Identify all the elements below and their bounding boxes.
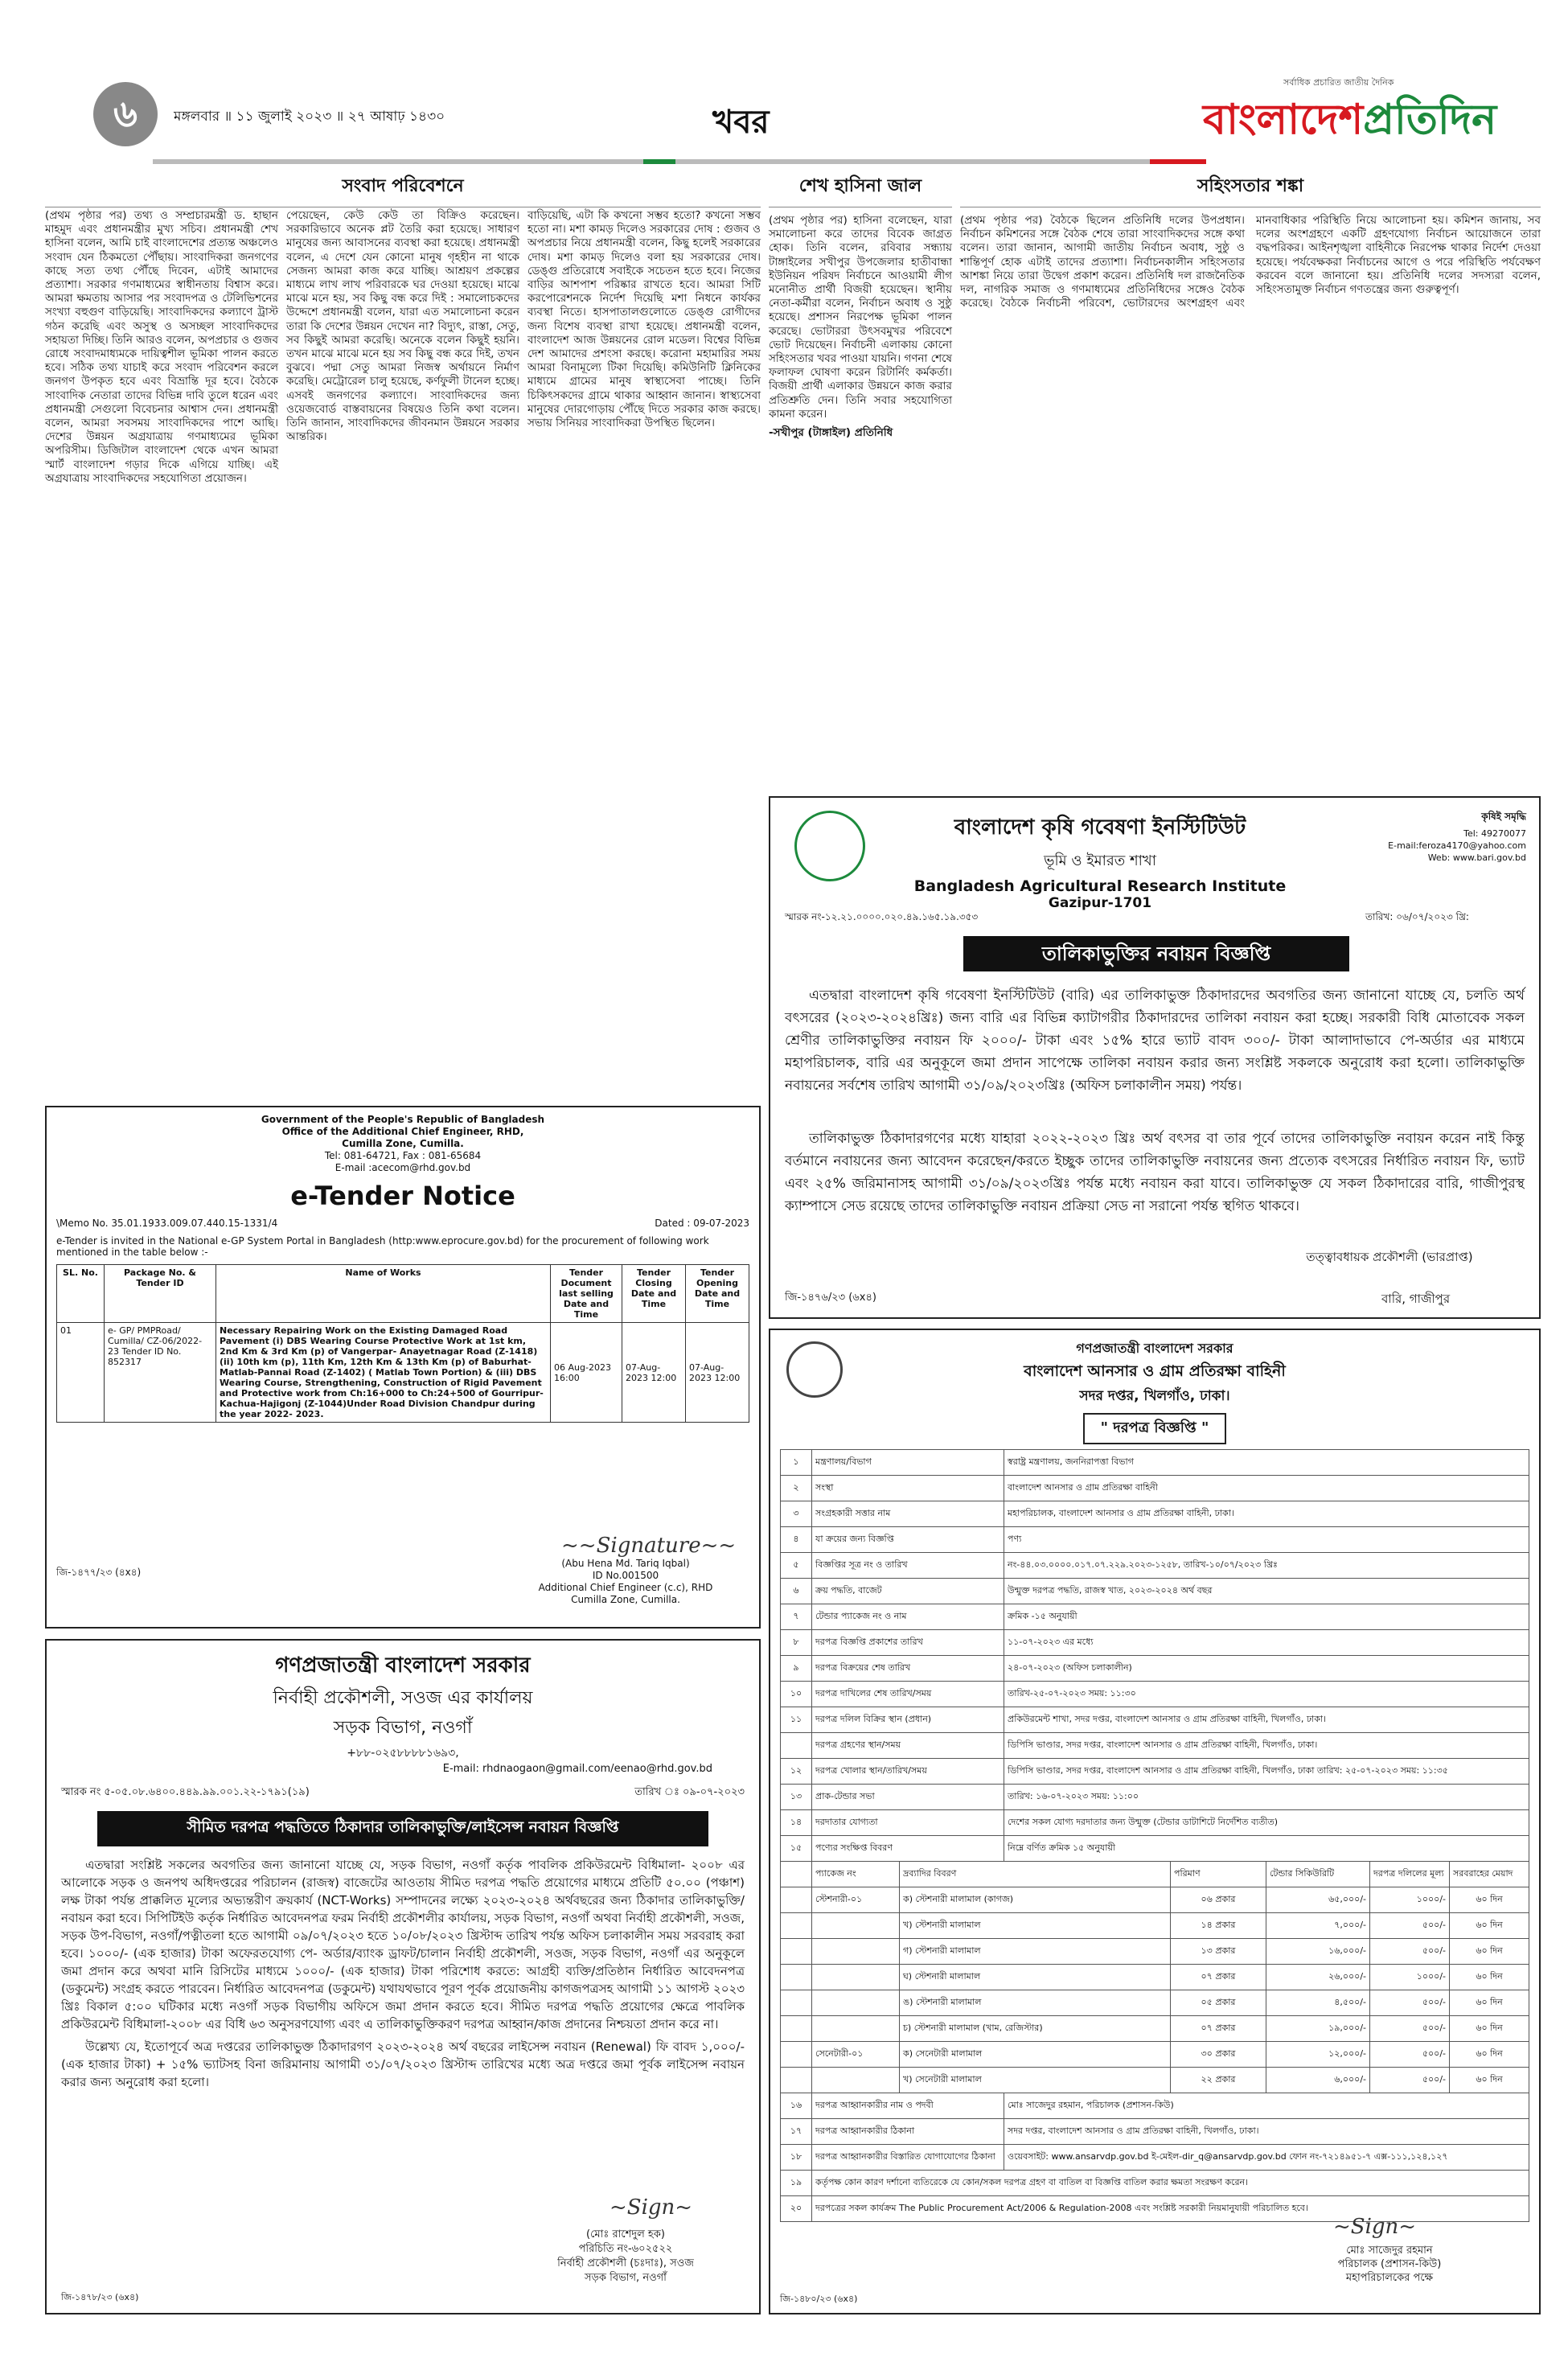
ansar-item-pkg: সেনেটারী-০১ [812, 2042, 900, 2068]
section-title: খবর [712, 103, 770, 141]
ansar-row-label: ক্রয় পদ্ধতি, বাজেট [812, 1579, 1004, 1604]
ansar-footer-body [781, 2093, 1529, 2222]
ansar-footer-value: দরপত্রের সকল কার্যক্রম The Public Procurement Act/2006 & Regulation-2008 এবং সংশ্লিষ্ট সরকারী নিয়মানুযায়ী পরিচালিত হবে। [812, 2196, 1529, 2222]
ansar-row-label: প্রাক-টেন্ডার সভা [812, 1785, 1004, 1810]
table-row [781, 2145, 1529, 2171]
table-row [781, 1913, 1529, 1939]
bari-notice-title: তালিকাভুক্তির নবায়ন বিজ্ঞপ্তি [963, 936, 1349, 971]
rhd-memo: \Memo No. 35.01.1933.009.07.440.15-1331/4 [56, 1218, 278, 1229]
ansar-item-price: ৫০০/- [1370, 2016, 1450, 2042]
article-middle-body: (প্রথম পৃষ্ঠার পর) হাসিনা বলেছেন, যারা সমালোচনা করে তাদের বিবেক জাগ্রত হোক। তিনি বলেন, রবিবার সন্ধ্যায় টাঙ্গাইলের সখীপুর উপজেলার হাতীবান্ধা ইউনিয়ন পরিষদ নির্বাচনে আওয়ামী লীগ মনোনীত প্রার্থী বিজয়ী হয়েছেন। স্থানীয় নেতা-কর্মীরা বলেন, নির্বাচন অবাধ ও সুষ্ঠু হয়েছে। প্রশাসন নিরপেক্ষ ভূমিকা পালন করেছে। ভোটাররা উৎসবমুখর পরিবেশে ভোট দিয়েছেন। নির্বাচনী এলাকায় কোনো সহিংসতার খবর পাওয়া যায়নি। গণনা শেষে ফলাফল ঘোষণা করেন রিটার্নিং কর্মকর্তা। বিজয়ী প্রার্থী এলাকার উন্নয়নে কাজ করার প্রতিশ্রুতি দেন। তিনি সবার সহযোগিতা কামনা করেন। [769, 214, 952, 421]
ansar-items-th-sec: টেন্ডার সিকিউরিটি [1266, 1862, 1370, 1887]
ansar-item-qty: ৩০ প্রকার [1171, 2042, 1266, 2068]
ansar-row-label: দরপত্র বিক্রয়ের শেষ তারিখ [812, 1656, 1004, 1682]
ansar-sign-title: পরিচালক (প্রশাসন-কিউ) [1337, 2258, 1442, 2270]
page-number-badge: ৬ [93, 82, 158, 146]
ansar-items-table [780, 1861, 1529, 2093]
ansar-row-value: মহাপরিচালক, বাংলাদেশ আনসার ও গ্রাম প্রতিরক্ষা বাহিনী, ঢাকা। [1004, 1501, 1529, 1527]
ansar-info-body [781, 1450, 1529, 1862]
ansar-row-num: ৮ [781, 1630, 812, 1656]
ansar-item-security: ৪,৫০০/- [1266, 1990, 1370, 2016]
rhd-ref: জি-১৪৭৭/২৩ (৪x৪) [56, 1567, 142, 1578]
naogaon-memo: স্মারক নং ৫-০৫.০৮.৬৪০০.৪৪৯.৯৯.০০১.২২-১৭৯১(১৯) [61, 1786, 310, 1798]
bari-email: E-mail:feroza4170@yahoo.com [1388, 840, 1526, 851]
ansar-footer-num: ১৯ [781, 2171, 812, 2196]
rhd-tender-table [56, 1264, 749, 1423]
rhd-cell-works: Necessary Repairing Work on the Existing Damaged Road Pavement (i) DBS Wearing Course Protective Work at 1st km, 2nd Km & 3rd Km (p) of Vangerpar- Anayetnagar Road (Z-1418) (ii) 10th km (p), 11th Km, 12th Km & 13th Km (p) of Baburhat-Matlab-Pannai Road (Z-1402) ( Matlab Town Portion) & (iii) DBS Wearing Course, Strengthening, Construction of Rigid Pavement and Protective work from Ch:16+000 to Ch:24+500 of Gourripur-Kachua-Hajigonj (Z-1044)Under Road Division Chandpur during the year 2022- 2023. [216, 1323, 551, 1423]
ansar-item-desc: ঘ) স্টেশনারী মালামাল [900, 1965, 1171, 1990]
rhd-cell-sl: 01 [57, 1323, 105, 1423]
ansar-item-security: ১৬,০০০/- [1266, 1939, 1370, 1965]
table-row [781, 1733, 1529, 1759]
table-row [781, 1939, 1529, 1965]
rhd-dated: Dated : 09-07-2023 [655, 1218, 749, 1229]
ansar-item-spacer [781, 1965, 812, 1990]
ansar-info-table [780, 1449, 1529, 1862]
header-rule-red [1150, 159, 1206, 164]
ansar-row-num: ১ [781, 1450, 812, 1476]
naogaon-para2: উল্লেখ্য যে, ইতোপূর্বে অত্র দপ্তরের তালিকাভুক্ত ঠিকাদারগণ ২০২৩-২০২৪ অর্থ বছরের লাইসেন্স নবায়ন (Renewal) ফি বাবদ ১,০০০/- (এক হাজার টাকা) + ১৫% ভ্যাটসহ বিনা জরিমানায় আগামী ৩১/০৭/২০২৩ খ্রিস্টাব্দ তারিখের মধ্যে অত্র দপ্তরে জমা পূর্বক লাইসেন্স নবায়ন করার জন্য অনুরোধ করা হলো। [61, 2039, 745, 2089]
ansar-row-num: ৬ [781, 1579, 812, 1604]
ansar-row-num: ৩ [781, 1501, 812, 1527]
naogaon-phone: +৮৮-০২৫৮৮৮৮১৬৯৩, [347, 1747, 459, 1760]
naogaon-memo-line [61, 1785, 745, 1801]
ansar-row-value: তারিখ-২৫-০৭-২০২৩ সময়: ১১:৩০ [1004, 1682, 1529, 1707]
rhd-email: E-mail :acecom@rhd.gov.bd [335, 1162, 471, 1173]
naogaon-sign-title: নির্বাহী প্রকৌশলী (চঃদাঃ), সওজ [557, 2257, 694, 2269]
rhd-cell-sell: 06 Aug-2023 16:00 [551, 1323, 622, 1423]
ansar-footer-label: দরপত্র আহ্বানকারীর নাম ও পদবী [812, 2093, 1004, 2119]
ansar-item-qty: ০৭ প্রকার [1171, 2016, 1266, 2042]
ansar-row-value: ক্রমিক -১৫ অনুযায়ী [1004, 1604, 1529, 1630]
rhd-th-close: Tender Closing Date and Time [622, 1265, 686, 1323]
ansar-item-time: ৬০ দিন [1450, 2068, 1529, 2093]
table-row [781, 1450, 1529, 1476]
naogaon-notice-title: সীমিত দরপত্র পদ্ধতিতে ঠিকাদার তালিকাভুক্তি/লাইসেন্স নবায়ন বিজ্ঞপ্তি [97, 1811, 708, 1846]
ansar-sign-name: মোঃ সাজেদুর রহমান [1346, 2245, 1433, 2257]
ansar-items-th-time: সরবরাহের মেয়াদ [1450, 1862, 1529, 1887]
table-row [781, 1990, 1529, 2016]
ansar-item-time: ৬০ দিন [1450, 2042, 1529, 2068]
rhd-sign-id: ID No.001500 [592, 1570, 659, 1581]
article-middle-title: শেখ হাসিনা জাল [769, 172, 952, 207]
ansar-row-label: দরদাতার যোগ্যতা [812, 1810, 1004, 1836]
naogaon-division: সড়ক বিভাগ, নওগাঁ [333, 1718, 473, 1738]
ansar-footer-value: কর্তৃপক্ষ কোন কারণ দর্শানো ব্যতিরেকে যে কোন/সকল দরপত্র গ্রহণ বা বাতিল বা বিজ্ঞপ্তি বাতিল করার ক্ষমতা সংরক্ষণ করেন। [812, 2171, 1529, 2196]
ansar-row-value: ডিপিসি ভাণ্ডার, সদর দপ্তর, বাংলাদেশ আনসার ও গ্রাম প্রতিরক্ষা বাহিনী, খিলগাঁও, ঢাকা। [1004, 1733, 1529, 1759]
rhd-signature: ~~Signature~~ [561, 1534, 737, 1558]
ansar-footer-num: ১৮ [781, 2145, 812, 2171]
rhd-naogaon-ad [45, 1639, 761, 2314]
naogaon-signatory [505, 2228, 746, 2286]
rhd-memo-line [56, 1218, 749, 1229]
masthead-logo [1203, 87, 1496, 157]
ansar-items-th-spacer [781, 1862, 812, 1887]
masthead-tagline: সর্বাধিক প্রচারিত জাতীয় দৈনিক [1283, 77, 1394, 88]
ansar-row-num [781, 1733, 812, 1759]
ansar-footer-value: সদর দপ্তর, বাংলাদেশ আনসার ও গ্রাম প্রতিরক্ষা বাহিনী, খিলগাঁও, ঢাকা। [1004, 2119, 1529, 2145]
table-row [781, 1785, 1529, 1810]
bari-memo-no: স্মারক নং-১২.২১.০০০০.০২০.৪৯.১৬৫.১৯.৩৫৩ [785, 911, 979, 922]
ansar-item-desc: খ) সেনেটারী মালামাল [900, 2068, 1171, 2093]
naogaon-signature: ~Sign~ [610, 2195, 693, 2220]
ansar-row-label: পণ্যের সংক্ষিপ্ত বিবরণ [812, 1836, 1004, 1862]
ansar-footer-num: ২০ [781, 2196, 812, 2222]
table-row [781, 1656, 1529, 1682]
table-row [781, 2093, 1529, 2119]
bari-signatory-title: তত্ত্বাবধায়ক প্রকৌশলী (ভারপ্রাপ্ত) [1306, 1250, 1473, 1264]
bari-title-en: Bangladesh Agricultural Research Institute [913, 877, 1287, 895]
ansar-row-num: ১১ [781, 1707, 812, 1733]
ansar-item-security: ২৬,০০০/- [1266, 1965, 1370, 1990]
ansar-item-desc: চ) স্টেশনারী মালামাল (খাম, রেজিস্টার) [900, 2016, 1171, 2042]
table-row [781, 2196, 1529, 2222]
article-middle-byline: -সখীপুর (টাঙ্গাইল) প্রতিনিধি [769, 426, 893, 440]
ansar-item-time: ৬০ দিন [1450, 1939, 1529, 1965]
rhd-intro: e-Tender is invited in the National e-GP System Portal in Bangladesh (http:www.eprocure.gov.bd) for the procurement of following work mentioned in the table below :- [56, 1235, 709, 1258]
bari-memo-date: তারিখ: ০৬/০৭/২০২৩ খ্রি: [1365, 911, 1469, 922]
bari-renewal-ad [769, 796, 1541, 1319]
table-row [781, 2119, 1529, 2145]
rhd-cell-open: 07-Aug-2023 12:00 [686, 1323, 749, 1423]
rhd-table-header [57, 1265, 749, 1323]
ansar-row-label: যা ক্রয়ের জন্য বিজ্ঞপ্তি [812, 1527, 1004, 1553]
ansar-row-num: ৯ [781, 1656, 812, 1682]
ansar-row-label: দরপত্র বিজ্ঞপ্তি প্রকাশের তারিখ [812, 1630, 1004, 1656]
ansar-item-time: ৬০ দিন [1450, 1887, 1529, 1913]
ansar-item-security: ৬,০০০/- [1266, 2068, 1370, 2093]
ansar-footer-num: ১৬ [781, 2093, 812, 2119]
ansar-item-security: ৬৫,০০০/- [1266, 1887, 1370, 1913]
masthead-part2: প্রতিদিন [1363, 95, 1497, 144]
ansar-item-security: ৭,০০০/- [1266, 1913, 1370, 1939]
ansar-row-value: ২৪-০৭-২০২৩ (অফিস চলাকালীন) [1004, 1656, 1529, 1682]
table-row [781, 1759, 1529, 1785]
table-row [781, 1527, 1529, 1553]
ansar-item-price: ১০০০/- [1370, 1887, 1450, 1913]
ansar-item-spacer [781, 2042, 812, 2068]
ansar-items-head [781, 1862, 1529, 1887]
table-row [781, 1707, 1529, 1733]
ansar-item-desc: ঙ) স্টেশনারী মালামাল [900, 1990, 1171, 2016]
rhd-cell-pkg: e- GP/ PMPRoad/ Cumilla/ CZ-06/2022-23 Tender ID No. 852317 [105, 1323, 216, 1423]
ansar-item-price: ১০০০/- [1370, 1965, 1450, 1990]
ansar-item-spacer [781, 2068, 812, 2093]
article-left-title: সংবাদ পরিবেশনে [45, 172, 761, 207]
ansar-row-num: ১০ [781, 1682, 812, 1707]
ansar-gov: গণপ্রজাতন্ত্রী বাংলাদেশ সরকার [1076, 1341, 1233, 1356]
bari-contact [1333, 811, 1526, 864]
rhd-sign-zone: Cumilla Zone, Cumilla. [571, 1594, 680, 1605]
ansar-item-price: ৫০০/- [1370, 1990, 1450, 2016]
bari-title-block [875, 811, 1325, 911]
ansar-item-qty: ১৪ প্রকার [1171, 1913, 1266, 1939]
ansar-row-label: টেন্ডার প্যাকেজ নং ও নাম [812, 1604, 1004, 1630]
ansar-row-value: নিম্নে বর্ণিত ক্রমিক ১৫ অনুযায়ী [1004, 1836, 1529, 1862]
ansar-row-label: মন্ত্রণালয়/বিভাগ [812, 1450, 1004, 1476]
ansar-item-time: ৬০ দিন [1450, 1990, 1529, 2016]
ansar-row-value: উন্মুক্ত দরপত্র পদ্ধতি, রাজস্ব খাত, ২০২৩-২০২৪ অর্থ বছর [1004, 1579, 1529, 1604]
rhd-cell-close: 07-Aug-2023 12:00 [622, 1323, 686, 1423]
ansar-item-price: ৫০০/- [1370, 1913, 1450, 1939]
ansar-row-num: ১৫ [781, 1836, 812, 1862]
ansar-item-spacer [781, 1990, 812, 2016]
naogaon-email: E-mail: rhdnaogaon@gmail.com/eenao@rhd.gov.bd [442, 1763, 712, 1775]
ansar-signatory [1269, 2244, 1510, 2285]
rhd-office: Office of the Additional Chief Engineer, RHD, [281, 1126, 524, 1137]
table-row [781, 1604, 1529, 1630]
ansar-items-th-price: দরপত্র দলিলের মূল্য [1370, 1862, 1450, 1887]
header-rule-green [643, 159, 675, 164]
ansar-item-spacer [781, 1913, 812, 1939]
article-left-col2: পেয়েছেন, কেউ কেউ তা বিক্রিও করেছেন। সরকারিভাবে অনেক প্লট তৈরি করা হয়েছে। সাধারণ মানুষের জন্য আবাসনের ব্যবস্থা করা হয়েছে। প্রধানমন্ত্রী বলেন, এ দেশে যেন কোনো মানুষ গৃহহীন না থাকে সেজন্য আমরা কাজ করে যাচ্ছি। আশ্রয়ণ প্রকল্পের মাধ্যমে লাখ লাখ পরিবারকে ঘর দেওয়া হয়েছে। মাঝে মাঝে মনে হয়, সব কিছু বন্ধ করে দিই : সমালোচকদের উদ্দেশে প্রধানমন্ত্রী বলেন, যারা এত সমালোচনা করেন তারা কি দেশের উন্নয়ন দেখেন না? বিদ্যুৎ, রাস্তা, সেতু, সব কিছুই আমরা করেছি। অনেকে বলেন কিছুই হয়নি। তখন মাঝে মাঝে মনে হয় সব কিছু বন্ধ করে দিই, তখন বুঝবে। পদ্মা সেতু আমরা নিজস্ব অর্থায়নে নির্মাণ করেছি। মেট্রোরেল চালু হয়েছে, কর্ণফুলী টানেল হচ্ছে। এসবই জনগণের কল্যাণে। সাংবাদিকদের জন্য ওয়েজবোর্ড বাস্তবায়নের বিষয়েও তিনি কথা বলেন। তিনি জানান, সাংবাদিকদের জীবনমান উন্নয়নে সরকার আন্তরিক। [286, 209, 519, 444]
bari-para2: তালিকাভুক্ত ঠিকাদারগণের মধ্যে যাহারা ২০২২-২০২৩ খ্রিঃ অর্থ বৎসর বা তার পূর্বে তাদের তালিকাভুক্তি নবায়ন করেন নাই কিন্তু বর্তমানে নবায়নের জন্য আবেদন করেছেন/করতে ইচ্ছুক তাদের তালিকাভুক্তি নবায়নের জন্য প্রত্যেক বৎসরের নির্ধারিত নবায়ন ফি, ভ্যাট এবং ২৫% জরিমানাসহ আগামী ৩১/০৯/২০২৩খ্রিঃ পর্যন্ত মধ্যে নবায়ন করা যাবে। তালিকাভুক্ত যে সকল ঠিকাদারের বারি, গাজীপুরস্থ ক্যাম্পাসে সেড রয়েছে তাদের তালিকাভুক্তি নবায়ন প্রক্রিয়া সেড না সরানো পর্যন্ত স্থগিত থাকবে। [785, 1131, 1525, 1214]
ansar-row-num: ১৪ [781, 1810, 812, 1836]
bari-tel: Tel: 49270077 [1463, 828, 1526, 839]
ansar-row-value: দেশের সকল যোগ্য দরদাতার জন্য উন্মুক্ত (টেন্ডার ডাটাশিটে নির্দেশিত ব্যতীত) [1004, 1810, 1529, 1836]
article-left-col3: বাড়িয়েছি, এটা কি কখনো সম্ভব হতো? কখনো সম্ভব হতো না। মশা কামড় দিলেও সরকারের দোষ : গুজব ও অপপ্রচার নিয়ে প্রধানমন্ত্রী বলেন, কিছু হলেই সরকারের দোষ। মশা কামড় দিলেও বলা হয় সরকারের দোষ। ডেঙ্গু প্রতিরোধে সবাইকে সচেতন হতে হবে। নিজের বাড়ির আশপাশ পরিষ্কার রাখতে হবে। আমরা সিটি করপোরেশনকে নির্দেশ দিয়েছি মশা নিধনে কার্যকর ব্যবস্থা নিতে। হাসপাতালগুলোতে ডেঙ্গু রোগীদের জন্য বিশেষ ব্যবস্থা রাখা হয়েছে। প্রধানমন্ত্রী বলেন, বাংলাদেশ আজ উন্নয়নের রোল মডেল। বিশ্বের বিভিন্ন দেশ আমাদের প্রশংসা করছে। করোনা মহামারির সময় আমরা বিনামূল্যে টিকা দিয়েছি। কমিউনিটি ক্লিনিকের মাধ্যমে গ্রামের মানুষ স্বাস্থ্যসেবা পাচ্ছে। তিনি চিকিৎসকদের গ্রামে থাকার আহ্বান জানান। স্বাস্থ্যসেবা মানুষের দোরগোড়ায় পৌঁছে দিতে সরকার কাজ করছে। সভায় সিনিয়র সাংবাদিকরা উপস্থিত ছিলেন। [527, 209, 761, 430]
page-header [45, 76, 1541, 164]
rhd-etender-ad [45, 1106, 761, 1629]
ansar-item-time: ৬০ দিন [1450, 1913, 1529, 1939]
naogaon-gov: গণপ্রজাতন্ত্রী বাংলাদেশ সরকার [275, 1653, 531, 1678]
ansar-item-pkg [812, 1913, 900, 1939]
bari-logo [794, 811, 865, 881]
article-right-title: সহিংসতার শঙ্কা [960, 172, 1541, 207]
ansar-item-qty: ১৩ প্রকার [1171, 1939, 1266, 1965]
table-row [781, 1836, 1529, 1862]
ansar-footer-num: ১৭ [781, 2119, 812, 2145]
ansar-item-price: ৫০০/- [1370, 1939, 1450, 1965]
table-row [781, 1810, 1529, 1836]
bari-signatory [1253, 1248, 1526, 1268]
ansar-footer-label: দরপত্র আহ্বানকারীর ঠিকানা [812, 2119, 1004, 2145]
ansar-row-num: ৭ [781, 1604, 812, 1630]
ansar-ref: জি-১৪৮০/২৩ (৬x৪) [780, 2294, 858, 2304]
rhd-zone: Cumilla Zone, Cumilla. [342, 1138, 464, 1149]
ansar-item-pkg [812, 1939, 900, 1965]
ansar-row-num: ১২ [781, 1759, 812, 1785]
bari-location: Gazipur-1701 [1048, 895, 1152, 911]
table-row [781, 1630, 1529, 1656]
ansar-items-header-row [781, 1862, 1529, 1887]
table-row [781, 2016, 1529, 2042]
ansar-item-pkg [812, 2016, 900, 2042]
table-row [781, 1579, 1529, 1604]
date-line: মঙ্গলবার ॥ ১১ জুলাই ২০২৩ ॥ ২৭ আষাঢ় ১৪৩০ [174, 109, 445, 125]
table-row [781, 1476, 1529, 1501]
ansar-item-pkg [812, 1990, 900, 2016]
naogaon-ref: জি-১৪৭৮/২৩ (৬x৪) [61, 2292, 139, 2302]
ansar-row-value: বাংলাদেশ আনসার ও গ্রাম প্রতিরক্ষা বাহিনী [1004, 1476, 1529, 1501]
ansar-row-value: পণ্য [1004, 1527, 1529, 1553]
article-left [45, 172, 761, 1097]
ansar-items-th-desc: দ্রব্যাদির বিবরণ [900, 1862, 1171, 1887]
rhd-sign-name: (Abu Hena Md. Tariq Iqbal) [561, 1558, 690, 1569]
bari-web: Web: www.bari.gov.bd [1427, 852, 1526, 863]
ansar-item-time: ৬০ দিন [1450, 1965, 1529, 1990]
ansar-row-value: নং-৪৪.০৩.০০০০.০১৭.০৭.২২৯.২০২৩-১২৫৮, তারিখ-১০/০৭/২০২৩ খ্রিঃ [1004, 1553, 1529, 1579]
ansar-item-desc: খ) স্টেশনারী মালামাল [900, 1913, 1171, 1939]
ansar-row-value: ডিপিসি ভাণ্ডার, সদর দপ্তর, বাংলাদেশ আনসার ও গ্রাম প্রতিরক্ষা বাহিনী, খিলগাঁও, ঢাকা তারিখ: ২৫-০৭-২০২৩ সময়: ১১:৩৫ [1004, 1759, 1529, 1785]
naogaon-sign-id: পরিচিতি নং-৬০২৫২২ [578, 2243, 673, 2255]
ansar-row-label: সংগ্রহকারী সত্তার নাম [812, 1501, 1004, 1527]
article-left-col1: (প্রথম পৃষ্ঠার পর) তথ্য ও সম্প্রচারমন্ত্রী ড. হাছান মাহমুদ এবং প্রধানমন্ত্রীর মুখ্য সচিব। প্রধানমন্ত্রী শেখ হাসিনা বলেন, আমি চাই বাংলাদেশের প্রত্যন্ত অঞ্চলেও সংবাদ যেন ঠিকমতো পৌঁছায়। সাংবাদিকরা জনগণের কাছে সত্য তথ্য পৌঁছে দিবেন, এটাই আমাদের প্রত্যাশা। সরকার গণমাধ্যমের স্বাধীনতায় বিশ্বাস করে। আমরা ক্ষমতায় আসার পর সংবাদপত্র ও টেলিভিশনের সংখ্যা বহুগুণ বাড়িয়েছি। সাংবাদিকদের কল্যাণে ট্রাস্ট গঠন করেছি এবং অসুস্থ ও অসচ্ছল সাংবাদিকদের সহায়তা দিচ্ছি। তিনি আরও বলেন, অপপ্রচার ও গুজব রোধে সংবাদমাধ্যমকে দায়িত্বশীল ভূমিকা পালন করতে হবে। সঠিক তথ্য যাচাই করে সংবাদ পরিবেশন করলে জনগণ উপকৃত হবে এবং বিভ্রান্তি দূর হবে। বৈঠকে সাংবাদিক নেতারা তাদের বিভিন্ন দাবি তুলে ধরেন এবং প্রধানমন্ত্রী সেগুলো বিবেচনার আশ্বাস দেন। প্রধানমন্ত্রী বলেন, আমরা সবসময় সাংবাদিকদের পাশে আছি। দেশের উন্নয়ন অগ্রযাত্রায় গণমাধ্যমের ভূমিকা অপরিসীম। ডিজিটাল বাংলাদেশ থেকে এখন আমরা স্মার্ট বাংলাদেশ গড়ার দিকে এগিয়ে যাচ্ছি। এই অগ্রযাত্রায় সাংবাদিকদের সহযোগিতা প্রয়োজন। [45, 209, 278, 485]
rhd-th-open: Tender Opening Date and Time [686, 1265, 749, 1323]
ansar-header [780, 1338, 1529, 1449]
rhd-sign-title: Additional Chief Engineer (c.c), RHD [538, 1582, 713, 1593]
ansar-signature: ~Sign~ [1333, 2215, 1417, 2239]
ansar-footer-value: ওয়েবসাইট: www.ansarvdp.gov.bd ই-মেইল-dir_q@ansarvdp.gov.bd ফোন নং-৭২১৪৯৫১-৭ এক্স-১১১,১২৪,১২৭ [1004, 2145, 1529, 2171]
ansar-row-label: সংস্থা [812, 1476, 1004, 1501]
table-row [781, 1887, 1529, 1913]
naogaon-header [61, 1649, 745, 1763]
rhd-th-pkg: Package No. & Tender ID [105, 1265, 216, 1323]
ansar-row-label: দরপত্র খোলার স্থান/তারিখ/সময় [812, 1759, 1004, 1785]
article-middle [769, 172, 952, 783]
naogaon-date: তারিখ ঃ ০৯-০৭-২০২৩ [634, 1786, 745, 1798]
ansar-item-qty: ২২ প্রকার [1171, 2068, 1266, 2093]
rhd-th-sl: SL. No. [57, 1265, 105, 1323]
ansar-row-value: তারিখ: ১৬-০৭-২০২৩ সময়: ১১:০০ [1004, 1785, 1529, 1810]
table-row [781, 1501, 1529, 1527]
ansar-row-num: ২ [781, 1476, 812, 1501]
bari-signatory-org: বারি, গাজীপুর [1381, 1292, 1451, 1306]
bari-wing-bn: ভূমি ও ইমারত শাখা [1044, 852, 1156, 869]
ansar-item-desc: গ) স্টেশনারী মালামাল [900, 1939, 1171, 1965]
ansar-tender-ad [769, 1329, 1541, 2314]
table-row [781, 2042, 1529, 2068]
ansar-sign-org: মহাপরিচালকের পক্ষে [1345, 2272, 1434, 2284]
ansar-item-spacer [781, 1939, 812, 1965]
ansar-hq: সদর দপ্তর, খিলগাঁও, ঢাকা। [1079, 1388, 1230, 1404]
ansar-row-num: ১৩ [781, 1785, 812, 1810]
ansar-row-value: প্রকিউরমেন্ট শাখা, সদর দপ্তর, বাংলাদেশ আনসার ও গ্রাম প্রতিরক্ষা বাহিনী, খিলগাঁও, ঢাকা। [1004, 1707, 1529, 1733]
naogaon-sign-name: (মোঃ রাশেদুল হক) [586, 2228, 665, 2241]
rhd-gov: Government of the People's Republic of Bangladesh [261, 1114, 545, 1125]
ansar-item-desc: ক) সেনেটারী মালামাল [900, 2042, 1171, 2068]
ansar-item-desc: ক) স্টেশনারী মালামাল (কাগজ) [900, 1887, 1171, 1913]
masthead-part1: বাংলাদেশ [1203, 95, 1364, 144]
ansar-item-time: ৬০ দিন [1450, 2016, 1529, 2042]
table-row [781, 1553, 1529, 1579]
rhd-title: e-Tender Notice [290, 1181, 515, 1211]
ansar-row-label: দরপত্র দাখিলের শেষ তারিখ/সময় [812, 1682, 1004, 1707]
ansar-office: বাংলাদেশ আনসার ও গ্রাম প্রতিরক্ষা বাহিনী [1024, 1362, 1286, 1380]
table-row [781, 2171, 1529, 2196]
ansar-item-price: ৫০০/- [1370, 2068, 1450, 2093]
article-right [960, 172, 1541, 783]
rhd-th-works: Name of Works [216, 1265, 551, 1323]
article-right-body: (প্রথম পৃষ্ঠার পর) বৈঠকে ছিলেন প্রতিনিধি দলের উপপ্রধান। নির্বাচন কমিশনের সঙ্গে বৈঠক শেষে তারা সাংবাদিকদের সঙ্গে কথা বলেন। তারা জানান, আগামী জাতীয় নির্বাচন অবাধ, সুষ্ঠু ও শান্তিপূর্ণ হোক এটাই তাদের প্রত্যাশা। নির্বাচনকালীন সহিংসতার আশঙ্কা নিয়ে তারা উদ্বেগ প্রকাশ করেন। প্রতিনিধি দল রাজনৈতিক দল, নাগরিক সমাজ ও গণমাধ্যমের প্রতিনিধিদের সঙ্গেও বৈঠক করেছে। বৈঠকে নির্বাচনী পরিবেশ, ভোটারদের অংশগ্রহণ এবং মানবাধিকার পরিস্থিতি নিয়ে আলোচনা হয়। কমিশন জানায়, সব দলের অংশগ্রহণে একটি গ্রহণযোগ্য নির্বাচন আয়োজনে তারা বদ্ধপরিকর। আইনশৃঙ্খলা বাহিনীকে নিরপেক্ষ থাকার নির্দেশ দেওয়া হয়েছে। পর্যবেক্ষকরা নির্বাচনের আগে ও পরে পরিস্থিতি পর্যবেক্ষণ করবেন বলে জানানো হয়। প্রতিনিধি দলের সদস্যরা বলেন, সহিংসতামুক্ত নির্বাচন গণতন্ত্রের জন্য গুরুত্বপূর্ণ। [960, 214, 1541, 310]
naogaon-para1: এতদ্বারা সংশ্লিষ্ট সকলের অবগতির জন্য জানানো যাচ্ছে যে, সড়ক বিভাগ, নওগাঁ কর্তৃক পাবলিক প্রকিউরমেন্ট বিধিমালা- ২০০৮ এর আলোকে সড়ক ও জনপথ অধিদপ্তরের পরিচালন (রাজস্ব) বাজেটের আওতায় সীমিত দরপত্র পদ্ধতি প্রয়োগের মাধ্যমে প্রতিটি ৫০.০০ (পঞ্চাশ) লক্ষ টাকা পর্যন্ত প্রাক্কলিত মূল্যের অভ্যন্তরীণ ক্রয়কার্য (NCT-Works) সম্পাদনের লক্ষ্যে ২০২৩-২০২৪ অর্থবছরের জন্য ঠিকাদার তালিকাভুক্তি/নবায়ন করা হবে। সিপিটিইউ কর্তৃক নির্ধারিত আবেদনপত্র ফরম নির্বাহী প্রকৌশলীর কার্যালয়, সড়ক বিভাগ, নওগাঁ অথবা নির্বাহী প্রকৌশলী, সওজ, সড়ক উপ-বিভাগ, নওগাঁ/পত্নীতলা হতে আগামী ০৯/০৭/২০২৩ হতে ১০/০৮/২০২৩ খ্রিস্টাব্দ তারিখ পর্যন্ত অফিস চলাকালীন সময় সরবরাহ করা হবে। ১০০০/- (এক হাজার) টাকা অফেরতযোগ্য পে- অর্ডার/ব্যাংক ড্রাফট/চালান নির্বাহী প্রকৌশলী, সওজ, সড়ক বিভাগ, নওগাঁ এর অনুকূলে জমা প্রদান করে অথবা মানি রিসিটের মাধ্যমে ১০০০/- (এক হাজার) টাকা পরিশোধ করতে: আগ্রহী ব্যক্তি/প্রতিষ্ঠান নির্ধারিত আবেদনপত্র (ডকুমেন্ট) সংগ্রহ করতে পারবেন। নির্ধারিত আবেদনপত্র (ডকুমেন্ট) যথাযথভাবে পূরণ পূর্বক প্রয়োজনীয় কাগজপত্রসহ আগামী ১১ আগস্ট ২০২৩ খ্রিঃ বিকাল ৫:০০ ঘটিকার মধ্যে নওগাঁ সড়ক বিভাগীয় অফিসে জমা প্রদান করতে হবে। সীমিত দরপত্র পদ্ধতি প্রয়োগের ক্ষেত্রে পাবলিক প্রকিউরমেন্ট বিধিমালা-২০০৮ এর বিধি ৬৩ অনুসরণযোগ্য এবং এ তালিকাভুক্তিকরণ দরপত্র আহ্বান/কাজ প্রদানের নিশ্চয়তা প্রদান করে না। [61, 1858, 745, 2031]
bari-ref: জি-১৪৭৬/২৩ (৬x৪) [785, 1292, 876, 1304]
table-row [781, 1682, 1529, 1707]
rhd-th-sell: Tender Document last selling Date and Time [551, 1265, 622, 1323]
ansar-footer-value: মোঃ সাজেদুর রহমান, পরিচালক (প্রশাসন-কিউ) [1004, 2093, 1529, 2119]
ansar-item-security: ১৯,০০০/- [1266, 2016, 1370, 2042]
ansar-items-th-qty: পরিমাণ [1171, 1862, 1266, 1887]
rhd-signatory [505, 1558, 746, 1606]
rhd-tel: Tel: 081-64721, Fax : 081-65684 [324, 1150, 482, 1161]
ansar-notice-title: " দরপত্র বিজ্ঞপ্তি " [1083, 1413, 1227, 1444]
ansar-row-value: ১১-০৭-২০২৩ এর মধ্যে [1004, 1630, 1529, 1656]
bari-badge: কৃষিই সমৃদ্ধি [1481, 811, 1526, 822]
ansar-row-value: স্বরাষ্ট্র মন্ত্রণালয়, জননিরাপত্তা বিভাগ [1004, 1450, 1529, 1476]
ansar-item-qty: ০৫ প্রকার [1171, 1990, 1266, 2016]
naogaon-sign-div: সড়ক বিভাগ, নওগাঁ [585, 2272, 667, 2284]
ansar-footer-table [780, 2093, 1529, 2222]
ansar-row-label: বিজ্ঞপ্তির সূত্র নং ও তারিখ [812, 1553, 1004, 1579]
naogaon-office: নির্বাহী প্রকৌশলী, সওজ এর কার্যালয় [273, 1688, 533, 1708]
ansar-item-security: ১২,০০০/- [1266, 2042, 1370, 2068]
ansar-item-qty: ০৭ প্রকার [1171, 1965, 1266, 1990]
ansar-item-pkg: স্টেশনারী-০১ [812, 1887, 900, 1913]
ansar-row-label: দরপত্র দলিল বিক্রির স্থান (প্রধান) [812, 1707, 1004, 1733]
ansar-row-num: ৫ [781, 1553, 812, 1579]
ansar-items-th-pkg: প্যাকেজ নং [812, 1862, 900, 1887]
ansar-item-price: ৫০০/- [1370, 2042, 1450, 2068]
ansar-row-num: ৪ [781, 1527, 812, 1553]
table-row [781, 1965, 1529, 1990]
table-row [781, 2068, 1529, 2093]
ansar-logo [786, 1341, 843, 1398]
bari-para1: এতদ্বারা বাংলাদেশ কৃষি গবেষণা ইনস্টিটিউট (বারি) এর তালিকাভুক্ত ঠিকাদারদের অবগতির জন্য জানানো যাচ্ছে যে, চলতি অর্থ বৎসরের (২০২৩-২০২৪খ্রিঃ) জন্য বারি এর বিভিন্ন ক্যাটাগরীর ঠিকাদারদের তালিকা নবায়ন করা হচ্ছে। সরকারী বিধি মোতাবেক সকল শ্রেণীর তালিকাভুক্তির নবায়ন ফি ২০০০/- টাকা এবং ১৫% হারে ভ্যাট বাবদ ৩০০/- টাকা আলাদাভাবে পে-অর্ডার এর মাধ্যমে মহাপরিচালক, বারি এর অনুকূলে জমা প্রদান সাপেক্ষে তালিকা নবায়ন করার জন্য সংশ্লিষ্ট সকলকে অনুরোধ করা হলো। তালিকাভুক্তি নবায়নের সর্বশেষ তারিখ আগামী ৩১/০৯/২০২৩খ্রিঃ (অফিস চলাকালীন সময়) পর্যন্ত। [785, 988, 1525, 1094]
rhd-header [56, 1114, 749, 1174]
ansar-item-spacer [781, 2016, 812, 2042]
bari-title-bn: বাংলাদেশ কৃষি গবেষণা ইনস্টিটিউট [954, 815, 1246, 840]
ansar-item-qty: ০৬ প্রকার [1171, 1887, 1266, 1913]
ansar-footer-label: দরপত্র আহ্বানকারীর বিস্তারিত যোগাযোগের ঠিকানা [812, 2145, 1004, 2171]
ansar-item-pkg [812, 2068, 900, 2093]
ansar-row-label: দরপত্র গ্রহণের স্থান/সময় [812, 1733, 1004, 1759]
ansar-items-body [781, 1887, 1529, 2093]
table-row [57, 1323, 749, 1423]
ansar-item-pkg [812, 1965, 900, 1990]
ansar-item-spacer [781, 1887, 812, 1913]
